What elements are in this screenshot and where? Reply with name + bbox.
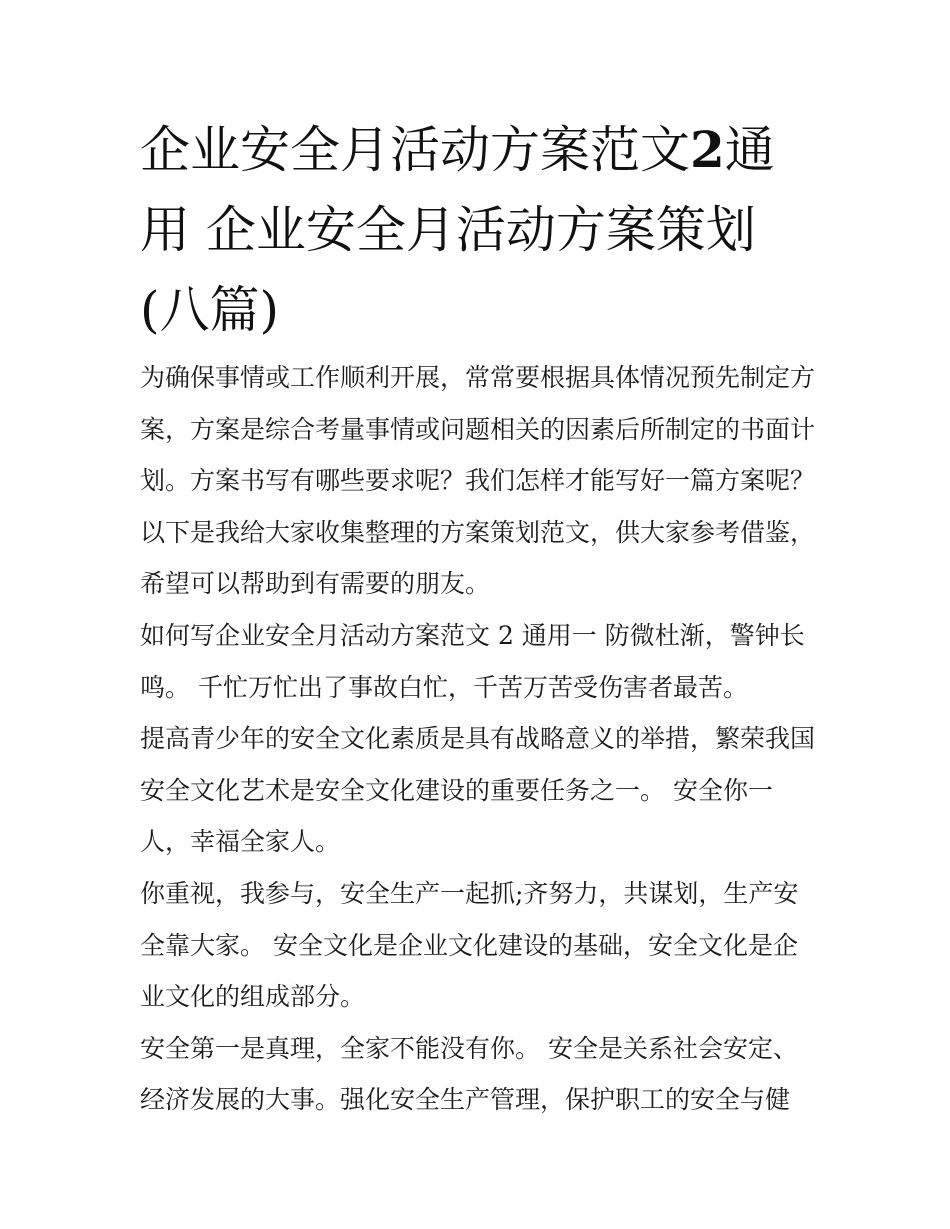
title-line-1-number: 2 xyxy=(690,120,725,179)
body-line: 经济发展的大事。强化安全生产管理，保护职工的安全与健 xyxy=(140,1085,791,1115)
body-line: 人，幸福全家人。 xyxy=(140,827,341,857)
body-line: 案，方案是综合考量事情或问题相关的因素后所制定的书面计 xyxy=(140,414,816,444)
body-line: 为确保事情或工作顺利开展，常常要根据具体情况预先制定方 xyxy=(140,363,816,392)
body-line: 安全文化艺术是安全文化建设的重要任务之一。 安全你一 xyxy=(140,775,773,805)
body-line: 划。方案书写有哪些要求呢？我们怎样才能写好一篇方案呢？ xyxy=(140,466,816,496)
body-line: 全靠大家。 安全文化是企业文化建设的基础，安全文化是企 xyxy=(140,930,798,960)
title-line-1 xyxy=(140,110,820,190)
document-body xyxy=(140,352,820,1126)
body-line: 以下是我给大家收集整理的方案策划范文，供大家参考借鉴， xyxy=(140,517,816,547)
title-line-2: 用 企业安全月活动方案策划 xyxy=(140,201,756,259)
body-line: 安全第一是真理，全家不能没有你。 安全是关系社会安定、 xyxy=(140,1033,798,1063)
body-line: 你重视，我参与，安全生产一起抓;齐努力，共谋划，生产安 xyxy=(140,878,799,908)
body-line: 提高青少年的安全文化素质是具有战略意义的举措，繁荣我国 xyxy=(140,724,816,754)
body-line: 鸣。 千忙万忙出了事故白忙，千苦万苦受伤害者最苦。 xyxy=(140,672,748,702)
title-line-1-end: 通 xyxy=(724,121,775,179)
document-title xyxy=(140,110,820,350)
body-line: 希望可以帮助到有需要的朋友。 xyxy=(140,569,491,599)
title-line-1-text: 企业安全月活动方案范文 xyxy=(140,121,690,179)
body-line: 如何写企业安全月活动方案范文 2 通用一 防微杜渐，警钟长 xyxy=(140,620,805,650)
body-line: 业文化的组成部分。 xyxy=(140,982,366,1012)
title-line-3: (八篇) xyxy=(140,281,280,339)
